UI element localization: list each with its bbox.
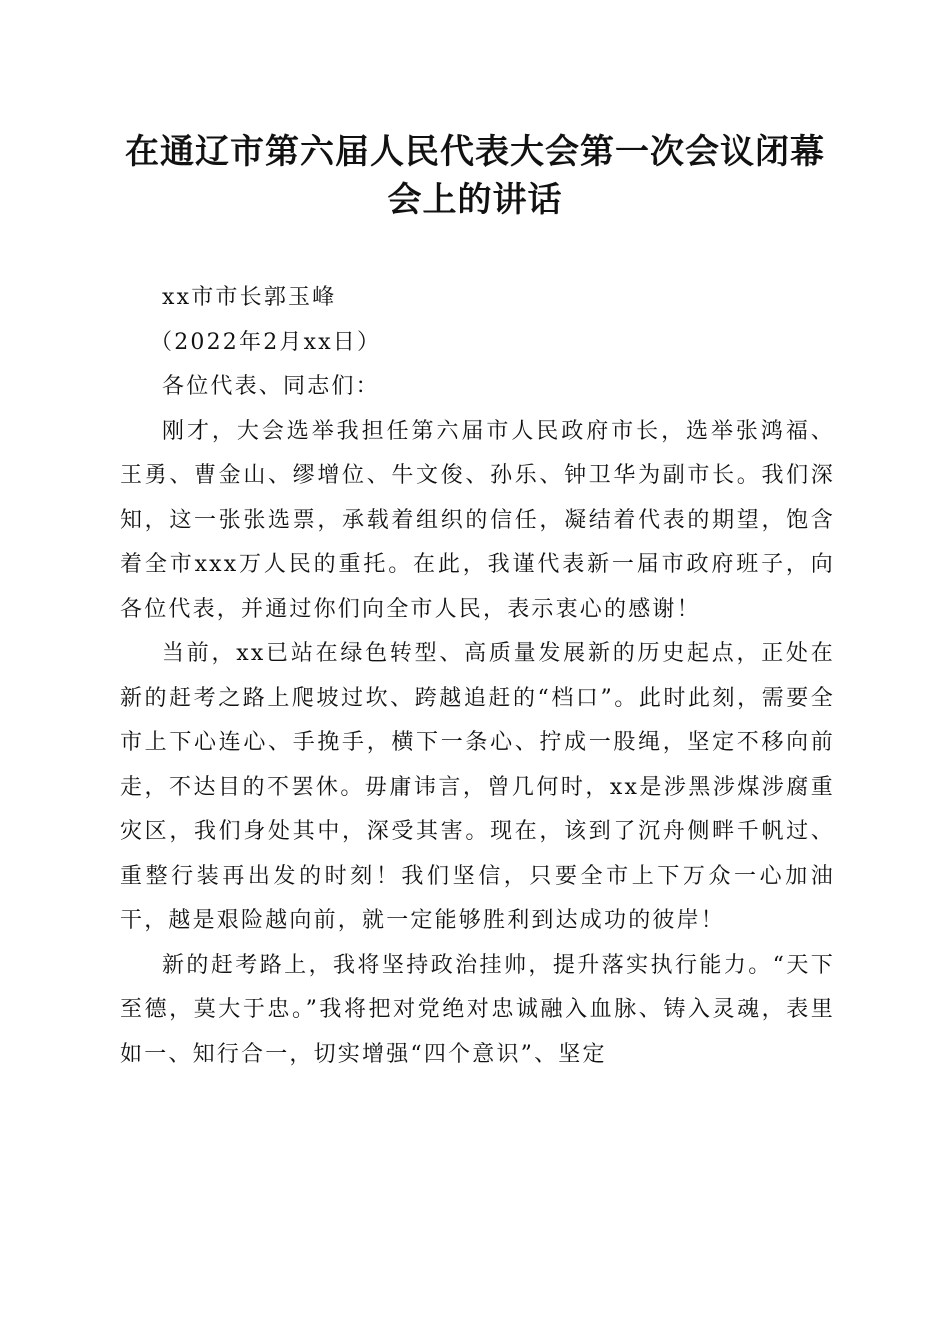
title-line-2: 会上的讲话	[387, 180, 563, 220]
document-title	[110, 128, 840, 224]
body-paragraph-3: 新的赶考路上，我将坚持政治挂帅，提升落实执行能力。“天下至德，莫大于忠。”我将把对党绝对忠诚融入血脉、铸入灵魂，表里如一、知行合一，切实增强“四个意识”、坚定	[120, 952, 835, 1067]
body-paragraph-2: 当前，xx已站在绿色转型、高质量发展新的历史起点，正处在新的赶考之路上爬坡过坎、跨越追赶的“档口”。此时此刻，需要全市上下心连心、手挽手，横下一条心、拧成一股绳，坚定不移向前走，不达目的不罢休。毋庸讳言，曾几何时，xx是涉黑涉煤涉腐重灾区，我们身处其中，深受其害。现在，该到了沉舟侧畔千帆过、重整行装再出发的时刻！我们坚信，只要全市上下万众一心加油干，越是艰险越向前，就一定能够胜利到达成功的彼岸！	[120, 641, 835, 933]
body-paragraph-1: 刚才，大会选举我担任第六届市人民政府市长，选举张鸿福、王勇、曹金山、缪增位、牛文俊、孙乐、钟卫华为副市长。我们深知，这一张张选票，承载着组织的信任，凝结着代表的期望，饱含着全市xxx万人民的重托。在此，我谨代表新一届市政府班子，向各位代表，并通过你们向全市人民，表示衷心的感谢！	[120, 418, 835, 622]
title-line-1: 在通辽市第六届人民代表大会第一次会议闭幕	[125, 132, 825, 172]
document-body	[120, 276, 835, 1077]
date-line: （2022年2月xx日）	[150, 329, 382, 355]
salutation-line: 各位代表、同志们：	[162, 374, 380, 399]
author-line: xx市市长郭玉峰	[162, 285, 337, 310]
